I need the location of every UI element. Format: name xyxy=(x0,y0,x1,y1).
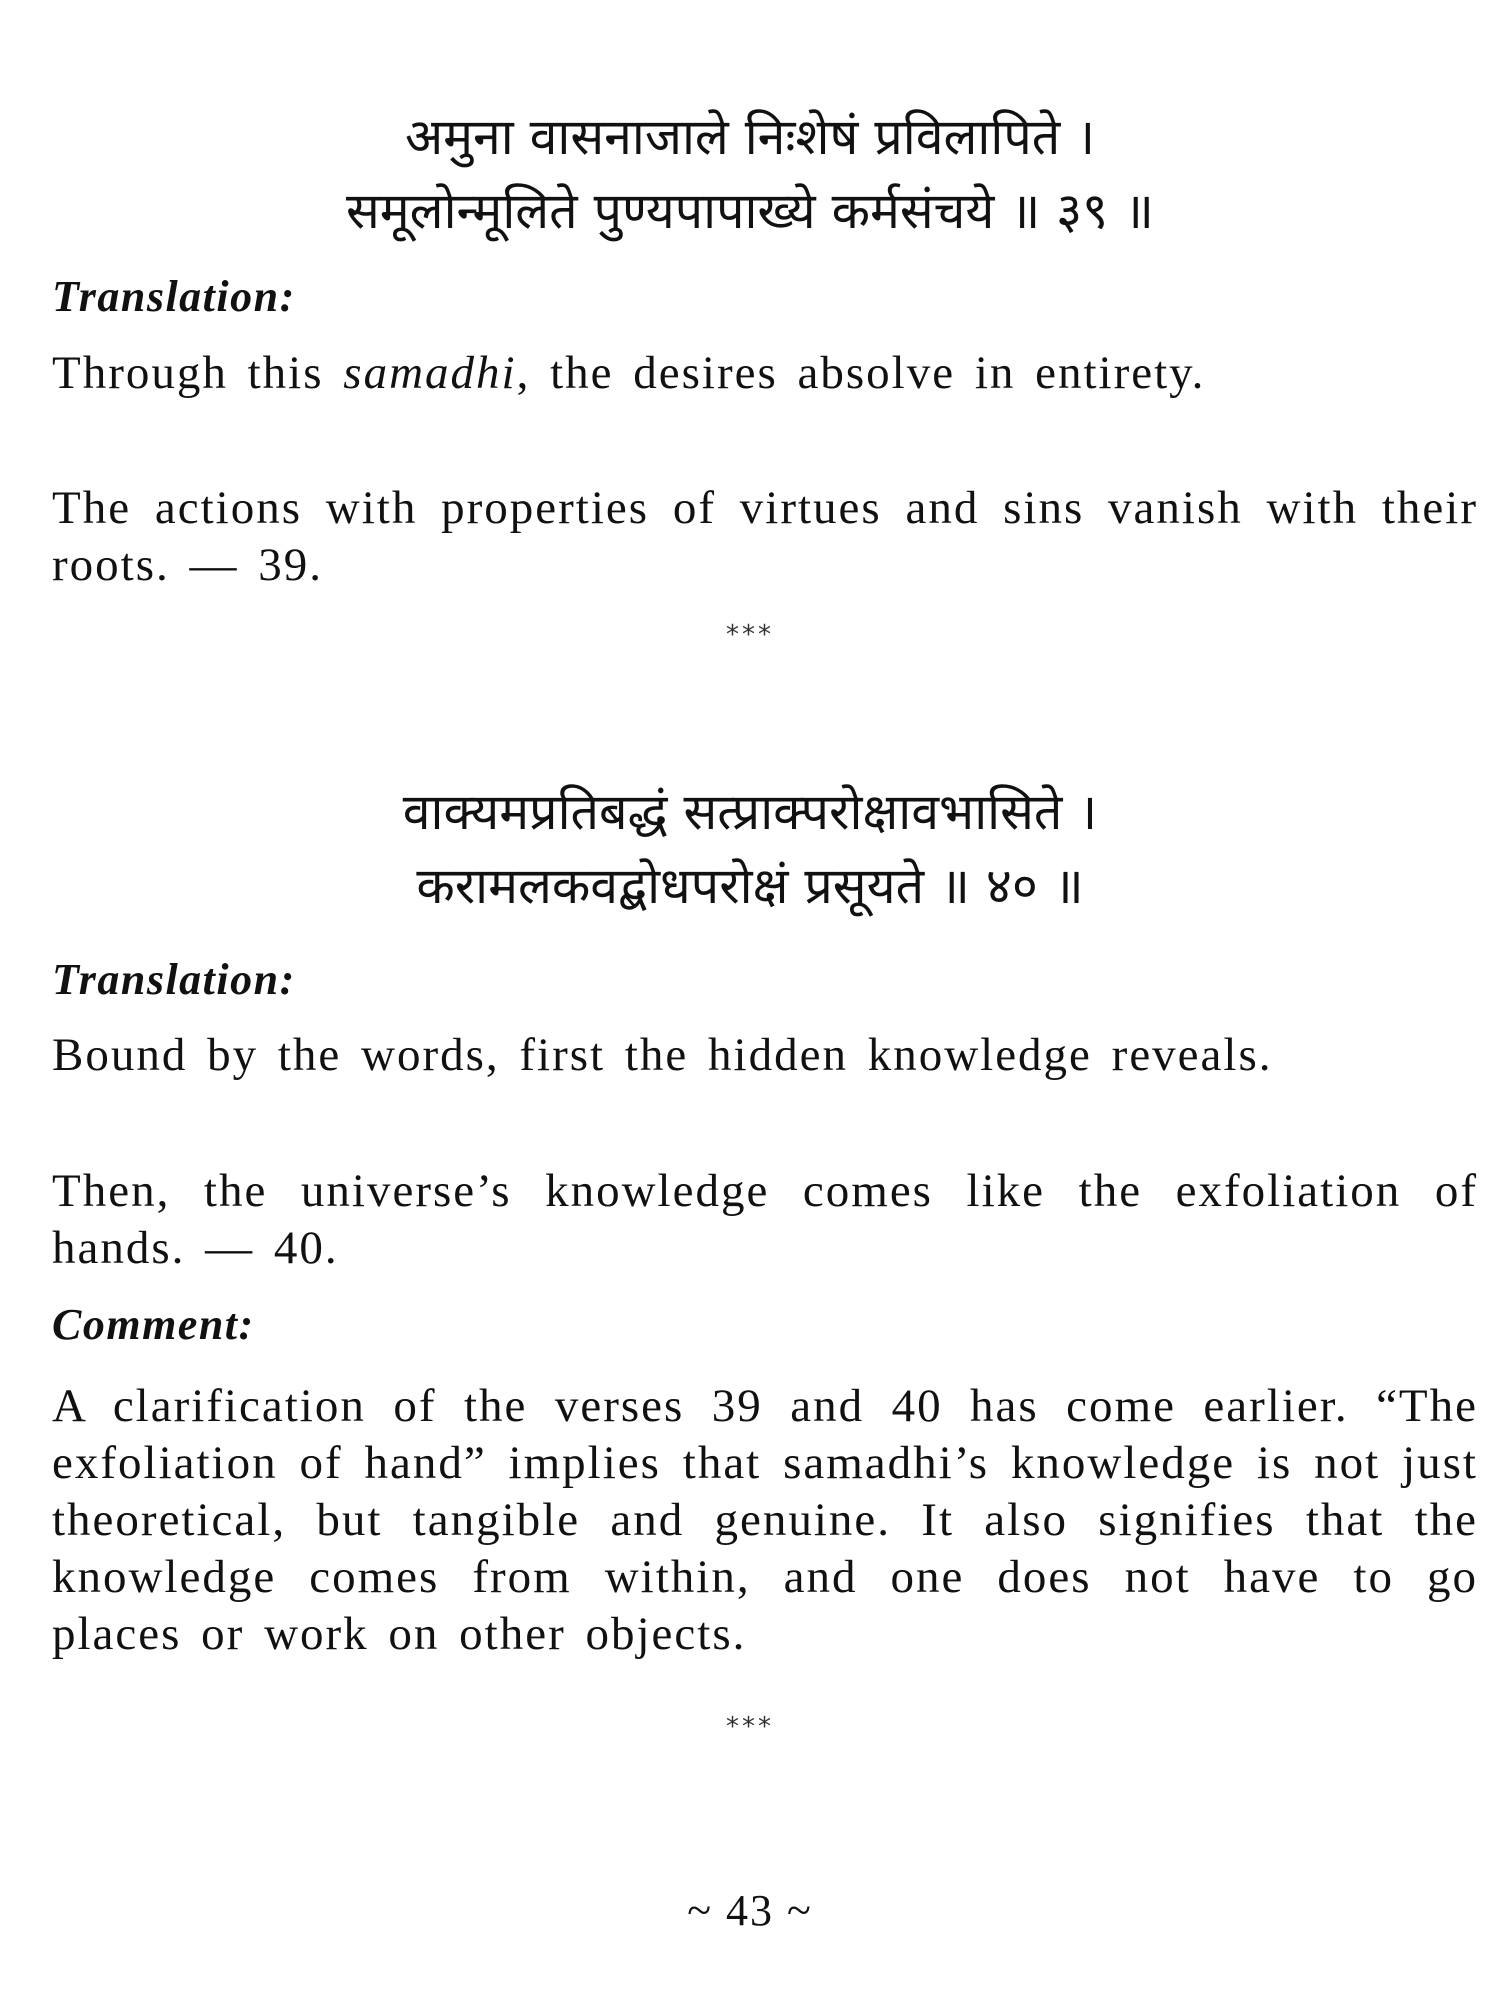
translation-39-paragraph-2: The actions with properties of virtues and sins vanish with their roots. — 39. xyxy=(52,482,1478,591)
translation-40-paragraph-2: Then, the universe’s knowledge comes like the exfoliation of hands. — 40. xyxy=(52,1165,1478,1274)
sanskrit-verse-39 xyxy=(40,100,1460,248)
sanskrit-verse-40 xyxy=(40,775,1460,923)
section-separator: *** xyxy=(726,620,774,650)
translation-40-paragraph-1: Bound by the words, first the hidden knowledge reveals. xyxy=(52,1029,1273,1081)
translation-39-p1-end: , the desires absolve in entirety. xyxy=(516,347,1206,399)
translation-heading-39: Translation: xyxy=(52,272,296,321)
verse-39-line-1: अमुना वासनाजाले निःशेषं प्रविलापिते । xyxy=(404,108,1096,166)
translation-39-p1-start: Through this xyxy=(52,347,344,399)
translation-39-paragraph-1 xyxy=(52,345,1478,402)
section-separator: *** xyxy=(726,1712,774,1742)
verse-40-line-2: करामलकवद्बोधपरोक्षं प्रसूयते ॥ ४० ॥ xyxy=(416,857,1084,915)
samadhi-term: samadhi xyxy=(343,347,517,399)
verse-39-line-2: समूलोन्मूलिते पुण्यपापाख्ये कर्मसंचये ॥ ३९ ॥ xyxy=(345,182,1155,240)
verse-40-line-1: वाक्यमप्रतिबद्धं सत्प्राक्परोक्षावभासिते । xyxy=(402,783,1098,841)
comment-heading: Comment: xyxy=(52,1300,255,1349)
translation-heading-40: Translation: xyxy=(52,955,296,1004)
page-number: ~ 43 ~ xyxy=(687,1886,813,1935)
comment-paragraph: A clarification of the verses 39 and 40 has come earlier. “The exfoliation of hand” implies that samadhi’s knowledge is not just theoretical, but tangible and genuine. It also signifies that the knowledge comes from within, and one does not have to go places or work on other objects. xyxy=(52,1380,1478,1660)
